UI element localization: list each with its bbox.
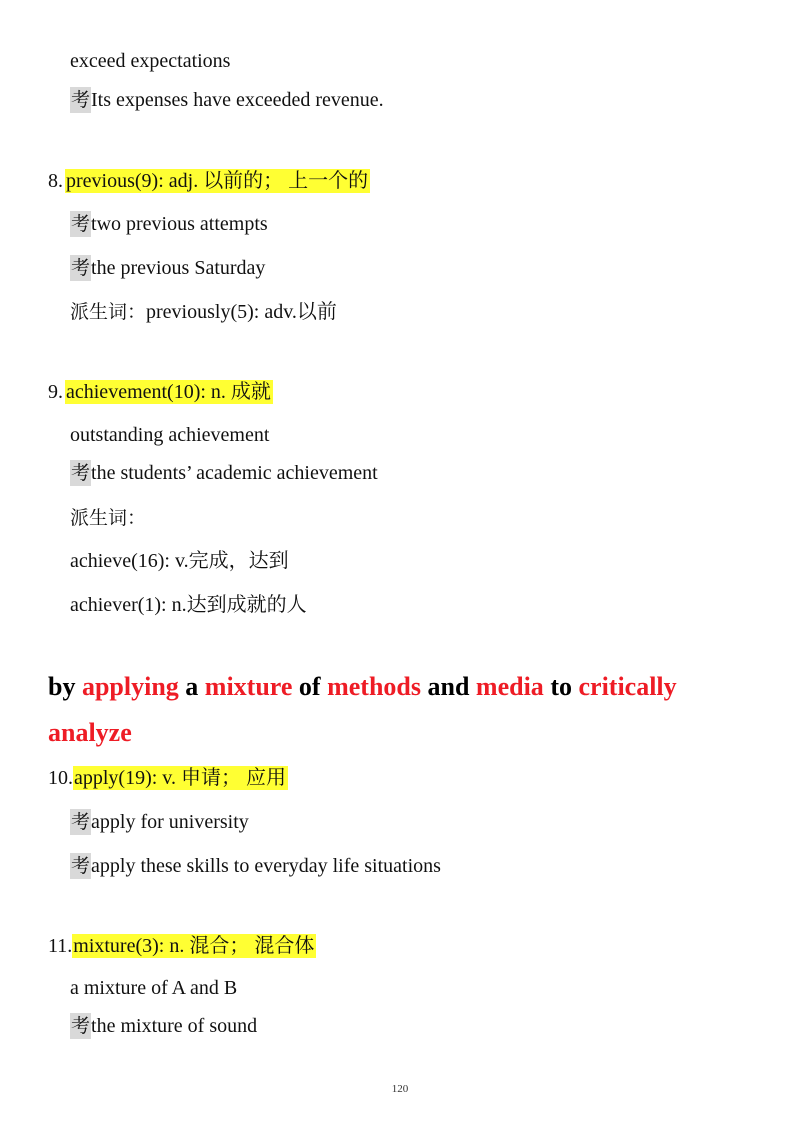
example-line — [70, 853, 441, 879]
exam-mark-icon: 考 — [71, 257, 91, 279]
sentence-keyword: critically — [578, 672, 677, 701]
exam-mark-icon: 考 — [71, 1015, 91, 1037]
headword-highlight: mixture(3): n. 混合； 混合体 — [73, 935, 315, 957]
sentence-keyword: mixture — [204, 672, 293, 701]
derived-text: achiever(1): n.达到成就的人 — [70, 594, 307, 616]
phrase-text: outstanding achievement — [70, 424, 270, 446]
derived-label: 派生词： — [70, 301, 147, 323]
key-sentence — [48, 671, 677, 703]
example-text: apply for university — [91, 811, 249, 833]
sentence-keyword: media — [475, 672, 544, 701]
entry-9-heading — [48, 379, 273, 405]
example-text: two previous attempts — [91, 213, 268, 235]
exam-mark-icon: 考 — [71, 855, 91, 877]
sentence-keyword: methods — [327, 672, 421, 701]
headword-highlight: previous(9): adj. 以前的； 上一个的 — [66, 170, 369, 192]
derived-line — [70, 299, 337, 325]
entry-number: 11. — [48, 935, 73, 957]
sentence-word: to — [543, 672, 579, 701]
exam-mark-icon: 考 — [71, 462, 91, 484]
sentence-keyword: analyze — [48, 718, 132, 747]
sentence-word: of — [292, 672, 328, 701]
key-sentence-continued — [48, 717, 132, 749]
entry-10-heading — [48, 765, 288, 791]
example-line — [70, 87, 384, 113]
headword-highlight: achievement(10): n. 成就 — [66, 381, 271, 403]
exam-mark-icon: 考 — [71, 213, 91, 235]
example-line — [70, 809, 249, 835]
example-line — [70, 460, 378, 486]
entry-number: 10. — [48, 767, 73, 789]
phrase-line — [70, 422, 269, 448]
phrase-line — [70, 48, 230, 74]
derived-label: 派生词： — [70, 507, 147, 529]
page-number: 120 — [391, 1083, 409, 1095]
example-line — [70, 1013, 257, 1039]
derived-line — [70, 592, 307, 618]
exam-mark-icon: 考 — [71, 811, 91, 833]
headword-highlight: apply(19): v. 申请； 应用 — [74, 767, 287, 789]
example-text: apply these skills to everyday life situations — [91, 855, 441, 877]
example-line — [70, 211, 268, 237]
example-text: the mixture of sound — [91, 1015, 258, 1037]
derived-line — [70, 505, 146, 531]
sentence-word: by — [48, 672, 82, 701]
example-text: Its expenses have exceeded revenue. — [91, 89, 384, 111]
sentence-word: and — [421, 672, 476, 701]
phrase-line — [70, 975, 237, 1001]
sentence-keyword: applying — [81, 672, 179, 701]
entry-11-heading — [48, 933, 316, 959]
exam-mark-icon: 考 — [71, 89, 91, 111]
derived-text: previously(5): adv.以前 — [146, 301, 337, 323]
example-line — [70, 255, 265, 281]
entry-8-heading — [48, 168, 370, 194]
derived-line — [70, 548, 289, 574]
derived-text: achieve(16): v.完成，达到 — [70, 550, 289, 572]
entry-number: 9. — [48, 381, 63, 403]
entry-number: 8. — [48, 170, 63, 192]
example-text: the previous Saturday — [91, 257, 266, 279]
sentence-word: a — [178, 672, 205, 701]
example-text: the students’ academic achievement — [91, 462, 378, 484]
phrase-text: a mixture of A and B — [70, 977, 238, 999]
phrase-text: exceed expectations — [70, 50, 231, 72]
